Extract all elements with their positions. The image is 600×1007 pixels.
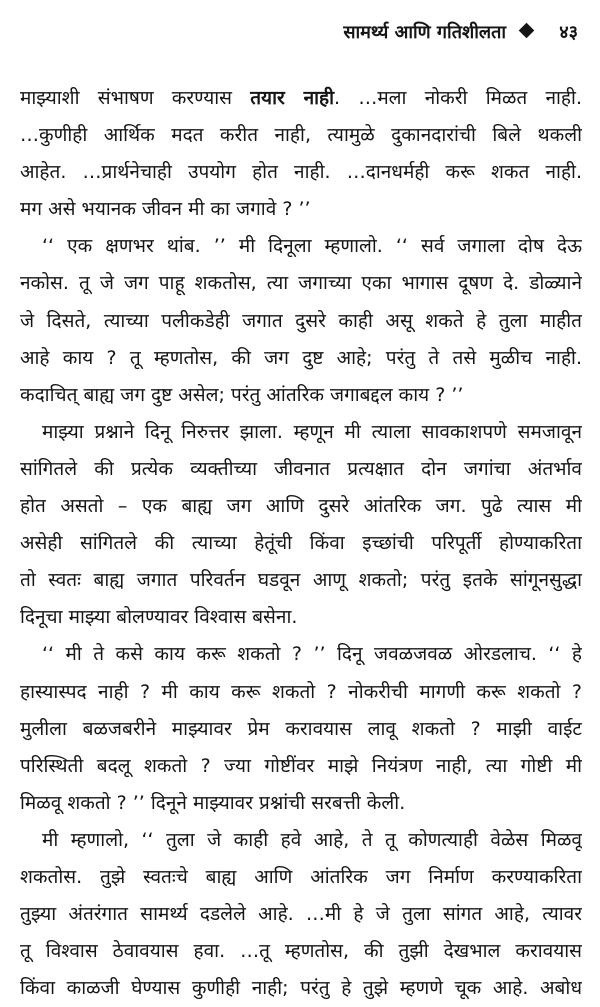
text-line: तू विश्वास ठेवावयास हवा. …तू म्हणतोस, की तुझी देखभाल करावयास xyxy=(20,940,582,963)
text-line: आहे काय ? तू म्हणतोस, की जग दुष्ट आहे; परंतु ते तसे मुळीच नाही. xyxy=(20,346,582,369)
text-line: कदाचित् बाह्य जग दुष्ट असेल; परंतु आंतरिक जगाबद्दल काय ? ’’ xyxy=(20,383,464,406)
text-line: ‘‘ एक क्षणभर थांब. ’’ मी दिनूला म्हणालो. ‘‘ सर्व जगाला दोष देऊ xyxy=(42,235,582,258)
text-line: नकोस. तू जे जग पाहू शकतोस, त्या जगाच्या एका भागास दूषण दे. डोळ्याने xyxy=(20,272,582,295)
text-segment: . …मला नोकरी मिळत नाही. xyxy=(334,87,582,109)
page-number: ४३ xyxy=(559,22,578,43)
body-text xyxy=(20,80,582,1007)
text-line: शकतोस. तुझे स्वतःचे बाह्य आणि आंतरिक जग निर्माण करण्याकरिता xyxy=(20,865,582,888)
text-line: तुझ्या अंतरंगात सामर्थ्य दडलेले आहे. …मी हे जे तुला सांगत आहे, त्यावर xyxy=(20,903,582,926)
text-line: सांगितले की प्रत्येक व्यक्तीच्या जीवनात प्रत्यक्षात दोन जगांचा अंतर्भाव xyxy=(20,457,582,480)
text-line: जे दिसते, त्याच्या पलीकडेही जगात दुसरे काही असू शकते हे तुला माहीत xyxy=(20,309,582,332)
text-line xyxy=(20,80,582,117)
text-line: मिळवू शकतो ? ’’ दिनूने माझ्यावर प्रश्नांची सरबत्ती केली. xyxy=(20,791,406,814)
text-line: मी म्हणालो, ‘‘ तुला जे काही हवे आहे, ते तू कोणत्याही वेळेस मिळवू xyxy=(42,828,582,851)
text-line: आहेत. …प्रार्थनेचाही उपयोग होत नाही. …दानधर्मही करू शकत नाही. xyxy=(20,161,582,184)
text-segment: माझ्याशी संभाषण करण्यास xyxy=(20,87,251,109)
text-line: मग असे भयानक जीवन मी का जगावे ? ’’ xyxy=(20,198,311,221)
running-header xyxy=(0,10,586,50)
text-line: परिस्थिती बदलू शकतो ? ज्या गोष्टींवर माझे नियंत्रण नाही, त्या गोष्टी मी xyxy=(20,754,582,777)
text-line: हास्यास्पद नाही ? मी काय करू शकतो ? नोकरीची मागणी करू शकतो ? xyxy=(20,680,582,703)
text-line: …कुणीही आर्थिक मदत करीत नाही, त्यामुळे दुकानदारांची बिले थकली xyxy=(20,124,582,147)
text-line: होत असतो – एक बाह्य जग आणि दुसरे आंतरिक जग. पुढे त्यास मी xyxy=(20,495,582,518)
text-line: दिनूचा माझ्या बोलण्यावर विश्वास बसेना. xyxy=(20,606,298,629)
bold-phrase: तयार नाही xyxy=(250,87,335,109)
text-line: किंवा काळजी घेण्यास कुणीही नाही; परंतु हे तुझे म्हणणे चूक आहे. अबोध xyxy=(20,977,582,1000)
text-line: मुलीला बळजबरीने माझ्यावर प्रेम करावयास लावू शकतो ? माझी वाईट xyxy=(20,717,582,740)
text-line: ‘‘ मी ते कसे काय करू शकतो ? ’’ दिनू जवळजवळ ओरडलाच. ‘‘ हे xyxy=(42,643,582,666)
running-title: सामर्थ्य आणि गतिशीलता xyxy=(343,22,506,43)
diamond-ornament-icon xyxy=(519,23,535,39)
text-line: तो स्वतः बाह्य जगात परिवर्तन घडवून आणू शकतो; परंतु इतके सांगूनसुद्धा xyxy=(20,569,582,592)
text-line: माझ्या प्रश्नाने दिनू निरुत्तर झाला. म्हणून मी त्याला सावकाशपणे समजावून xyxy=(42,420,582,443)
text-line: असेही सांगितले की त्याच्या हेतूंची किंवा इच्छांची परिपूर्ती होण्याकरिता xyxy=(20,532,582,555)
